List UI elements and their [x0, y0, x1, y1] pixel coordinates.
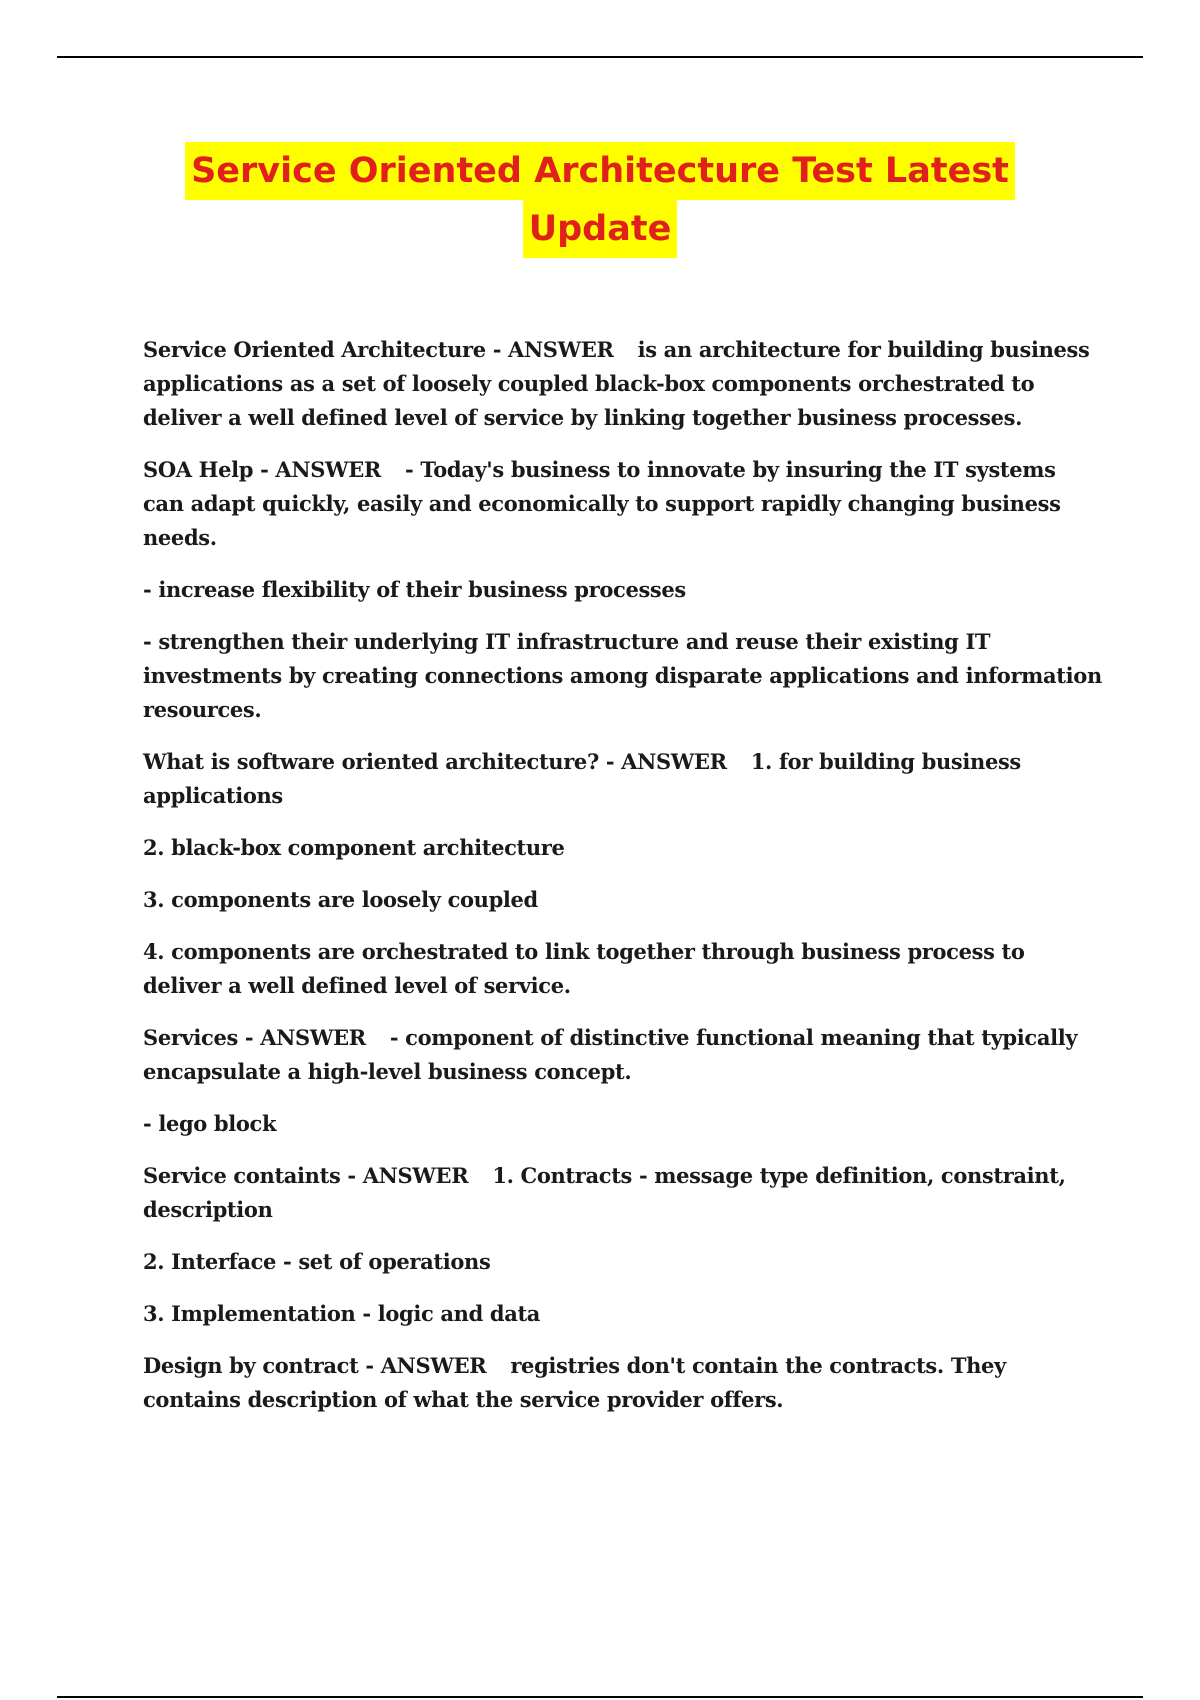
answer-text: 1. Contracts - message type definition, constraint, description [143, 1163, 1066, 1222]
bottom-rule [57, 1696, 1143, 1698]
qa-paragraph [143, 573, 1103, 607]
answer-text: - Today's business to innovate by insuring the IT systems can adapt quickly, easily and economically to support rapidly changing business needs. [143, 457, 1061, 550]
document-body [143, 333, 1103, 1435]
question-text: Design by contract - ANSWER [143, 1353, 487, 1378]
qa-paragraph [143, 453, 1103, 555]
qa-paragraph [143, 1245, 1103, 1279]
question-text: SOA Help - ANSWER [143, 457, 382, 482]
question-text: Service containts - ANSWER [143, 1163, 469, 1188]
qa-paragraph [143, 1297, 1103, 1331]
qa-paragraph [143, 1021, 1103, 1089]
qa-paragraph [143, 745, 1103, 813]
qa-paragraph [143, 625, 1103, 727]
answer-text: 2. black-box component architecture [143, 835, 565, 860]
answer-text: 4. components are orchestrated to link together through business process to deliver a well defined level of service. [143, 939, 1025, 998]
answer-text: is an architecture for building business applications as a set of loosely coupled black-box components orchestrated to deliver a well defined level of service by linking together business processes. [143, 337, 1090, 430]
question-text: What is software oriented architecture? - ANSWER [143, 749, 727, 774]
question-text: Services - ANSWER [143, 1025, 366, 1050]
answer-text: 3. Implementation - logic and data [143, 1301, 541, 1326]
qa-paragraph [143, 935, 1103, 1003]
qa-paragraph [143, 1107, 1103, 1141]
answer-text: - strengthen their underlying IT infrastructure and reuse their existing IT investments by creating connections among disparate applications and information resources. [143, 629, 1102, 722]
question-text: Service Oriented Architecture - ANSWER [143, 337, 614, 362]
answer-text: registries don't contain the contracts. They contains description of what the service provider offers. [143, 1353, 1006, 1412]
answer-text: - increase flexibility of their business processes [143, 577, 686, 602]
qa-paragraph [143, 333, 1103, 435]
answer-text: 1. for building business applications [143, 749, 1021, 808]
top-rule [57, 56, 1143, 58]
qa-paragraph [143, 1159, 1103, 1227]
answer-text: - component of distinctive functional meaning that typically encapsulate a high-level business concept. [143, 1025, 1078, 1084]
qa-paragraph [143, 831, 1103, 865]
qa-paragraph [143, 883, 1103, 917]
answer-text: - lego block [143, 1111, 277, 1136]
qa-paragraph [143, 1349, 1103, 1417]
answer-text: 2. Interface - set of operations [143, 1249, 491, 1274]
document-title [0, 142, 1200, 258]
answer-text: 3. components are loosely coupled [143, 887, 538, 912]
title-line-1: Service Oriented Architecture Test Latest [185, 142, 1015, 200]
title-line-2: Update [523, 200, 678, 258]
